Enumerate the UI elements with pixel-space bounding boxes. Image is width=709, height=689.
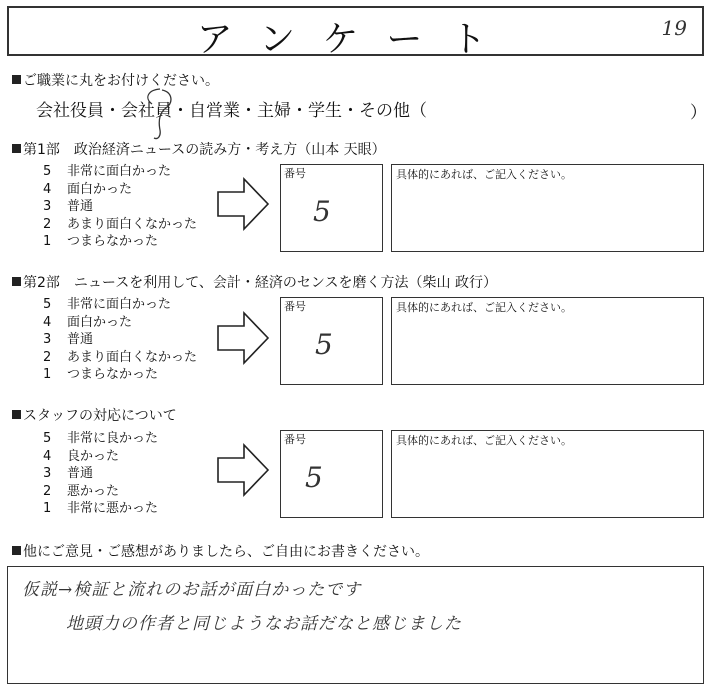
choice-item[interactable]: 1 つまらなかった	[43, 367, 159, 382]
detail-label: 具体的にあれば、ご記入ください。	[396, 301, 572, 314]
number-value: 5	[315, 328, 333, 361]
occupation-options[interactable]: 会社役員・会社員・自営業・主婦・学生・その他（	[36, 101, 427, 121]
occupation-close-paren: ）	[690, 103, 707, 123]
arrow-right-icon	[216, 311, 270, 365]
occupation-heading	[12, 70, 219, 90]
choice-item[interactable]: 1 つまらなかった	[43, 234, 159, 249]
square-bullet-icon	[12, 277, 21, 286]
choice-item[interactable]: 4 良かった	[43, 448, 120, 464]
section-2-heading-text: 第2部 ニュースを利用して、会計・経済のセンスを磨く方法（柴山 政行）	[23, 275, 497, 291]
detail-label: 具体的にあれば、ご記入ください。	[396, 434, 572, 447]
choice-item[interactable]: 2 あまり面白くなかった	[43, 349, 198, 365]
square-bullet-icon	[12, 410, 21, 419]
section-3-heading	[12, 405, 177, 425]
section-1-heading	[12, 139, 386, 159]
free-comment-heading-text: 他にご意見・ご感想がありましたら、ご自由にお書きください。	[23, 544, 429, 560]
section-3-heading-text: スタッフの対応について	[23, 408, 177, 424]
detail-label: 具体的にあれば、ご記入ください。	[396, 168, 572, 181]
choice-item[interactable]: 3 普通	[43, 332, 94, 347]
section-2-detail-box[interactable]	[391, 297, 704, 385]
section-1-detail-box[interactable]	[391, 164, 704, 252]
choice-item[interactable]: 3 普通	[43, 466, 94, 481]
arrow-right-icon	[216, 177, 270, 231]
number-label: 番号	[284, 167, 306, 180]
choice-item[interactable]: 5 非常に面白かった	[43, 297, 172, 312]
square-bullet-icon	[12, 546, 21, 555]
section-3-detail-box[interactable]	[391, 430, 704, 518]
occupation-heading-text: ご職業に丸をお付けください。	[23, 73, 219, 89]
section-3-number-box[interactable]	[280, 430, 383, 518]
choice-item[interactable]: 5 非常に良かった	[43, 431, 159, 446]
section-2-heading	[12, 272, 497, 292]
choice-item[interactable]: 3 普通	[43, 199, 94, 214]
choice-item[interactable]: 4 面白かった	[43, 314, 133, 330]
section-1-heading-text: 第1部 政治経済ニュースの読み方・考え方（山本 天眼）	[23, 142, 386, 158]
choice-item[interactable]: 4 面白かった	[43, 181, 133, 197]
section-1-number-box[interactable]	[280, 164, 383, 252]
page-number: 19	[661, 16, 687, 40]
choice-item[interactable]: 1 非常に悪かった	[43, 501, 159, 516]
number-value: 5	[305, 461, 323, 494]
choice-item[interactable]: 2 あまり面白くなかった	[43, 216, 198, 232]
free-comment-heading	[12, 541, 429, 561]
square-bullet-icon	[12, 144, 21, 153]
arrow-right-icon	[216, 443, 270, 497]
comment-line: 地頭力の作者と同じようなお話だなと感じました	[66, 614, 462, 634]
choice-item[interactable]: 5 非常に面白かった	[43, 164, 172, 179]
title-box	[7, 6, 704, 60]
number-label: 番号	[284, 300, 306, 313]
section-2-choices	[40, 296, 197, 384]
section-1-choices	[40, 163, 197, 251]
section-3-choices	[40, 430, 158, 518]
number-label: 番号	[284, 433, 306, 446]
circle-mark-icon	[138, 86, 178, 144]
square-bullet-icon	[12, 75, 21, 84]
free-comment-box[interactable]	[7, 566, 704, 684]
number-value: 5	[313, 195, 331, 228]
comment-line: 仮説→検証と流れのお話が面白かったです	[22, 580, 362, 600]
page-title: アンケート	[196, 19, 515, 60]
choice-item[interactable]: 2 悪かった	[43, 483, 120, 499]
section-2-number-box[interactable]	[280, 297, 383, 385]
